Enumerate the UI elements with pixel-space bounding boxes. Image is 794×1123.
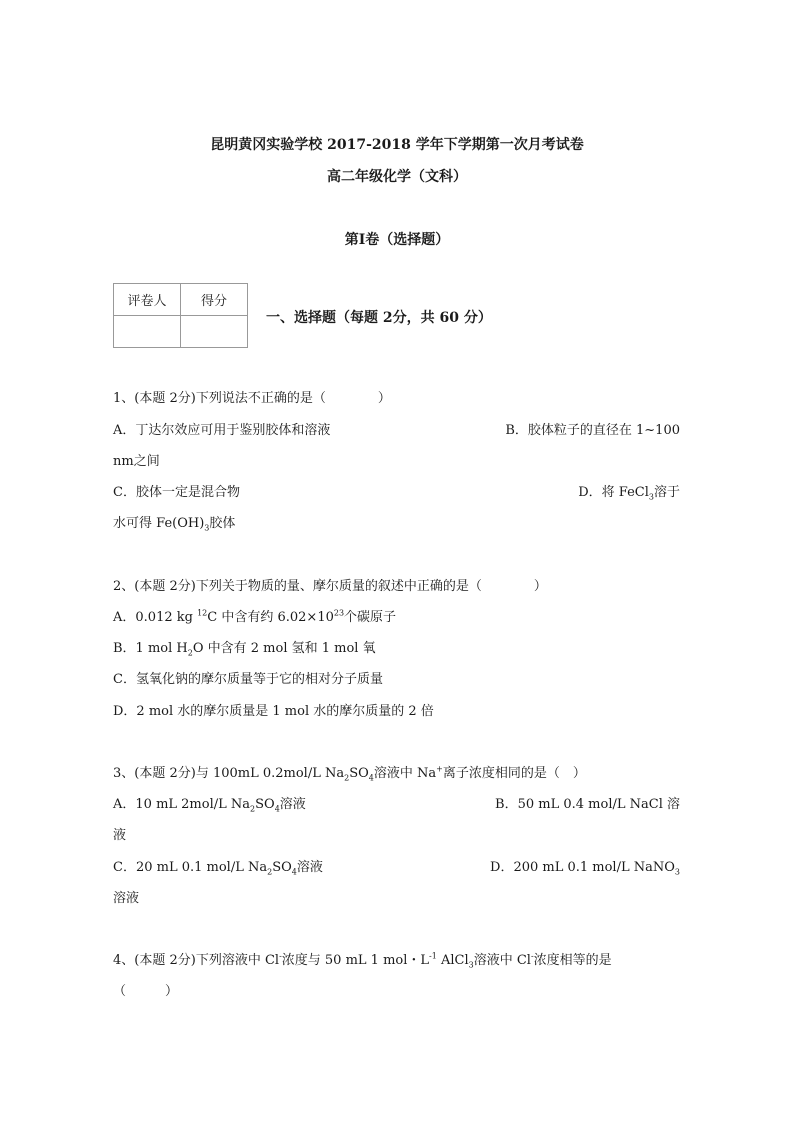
exam-title: 昆明黄冈实验学校 2017-2018 学年下学期第一次月考试卷 <box>210 137 584 153</box>
grader-cell <box>114 316 181 348</box>
q2-option-b: B．1 mol $H_2O$ 中含有 2 mol 氢和 1 mol 氧 <box>113 641 376 658</box>
q4-stem-wrap: （ ） <box>113 984 179 999</box>
section-title: 第Ⅰ卷（选择题） <box>344 232 450 248</box>
q1-stem: 1、(本题 2分)下列说法不正确的是（ ） <box>113 391 391 406</box>
q3-option-c: C．20 mL 0.1 mol/L $Na_2SO_4$溶液 <box>113 860 323 877</box>
q3-option-b-wrap: 液 <box>113 828 127 843</box>
score-label: 得分 <box>181 284 248 316</box>
score-table <box>113 283 248 348</box>
exam-subtitle: 高二年级化学（文科） <box>327 169 467 185</box>
q1-option-b: B．胶体粒子的直径在 1~100 <box>505 423 680 438</box>
q2-option-a: A．0.012 kg $^{12}$C 中含有约 $6.02\times 10^{23}$个碳原子 <box>113 608 397 625</box>
q3-option-a: A．10 mL 2mol/L $Na_2SO_4$溶液 <box>113 797 306 814</box>
q1-option-c: C．胶体一定是混合物 <box>113 485 240 500</box>
grader-label: 评卷人 <box>114 284 181 316</box>
q2-stem: 2、(本题 2分)下列关于物质的量、摩尔质量的叙述中正确的是（ ） <box>113 579 547 594</box>
part-heading: 一、选择题（每题 2分，共 60 分） <box>266 310 492 326</box>
q3-option-d-wrap: 溶液 <box>113 891 140 906</box>
q4-stem: 4、(本题 2分)下列溶液中 Cl-浓度与 50 mL 1 mol・$L^{-1}$ AlCl$_3$溶液中 Cl-浓度相等的是 <box>113 951 612 970</box>
q2-option-c: C．氢氧化钠的摩尔质量等于它的相对分子质量 <box>113 672 383 687</box>
q1-option-a: A．丁达尔效应可用于鉴别胶体和溶液 <box>113 423 331 438</box>
score-cell <box>181 316 248 348</box>
q3-stem: 3、(本题 2分)与 100mL 0.2mol/L $Na_2SO_4$溶液中 Na+离子浓度相同的是（ ） <box>113 764 586 783</box>
q1-option-b-wrap: nm之间 <box>113 454 160 469</box>
q1-option-d: D．将 FeCl$_3$溶于 <box>578 485 680 502</box>
q2-option-d: D．2 mol 水的摩尔质量是 1 mol 水的摩尔质量的 2 倍 <box>113 704 434 719</box>
q1-option-d-wrap: 水可得 $Fe(OH)_3$胶体 <box>113 516 236 533</box>
q3-option-b: B．50 mL 0.4 mol/L NaCl 溶 <box>495 797 680 812</box>
q3-option-d: D．200 mL 0.1 mol/L NaNO$_3$ <box>490 860 680 877</box>
